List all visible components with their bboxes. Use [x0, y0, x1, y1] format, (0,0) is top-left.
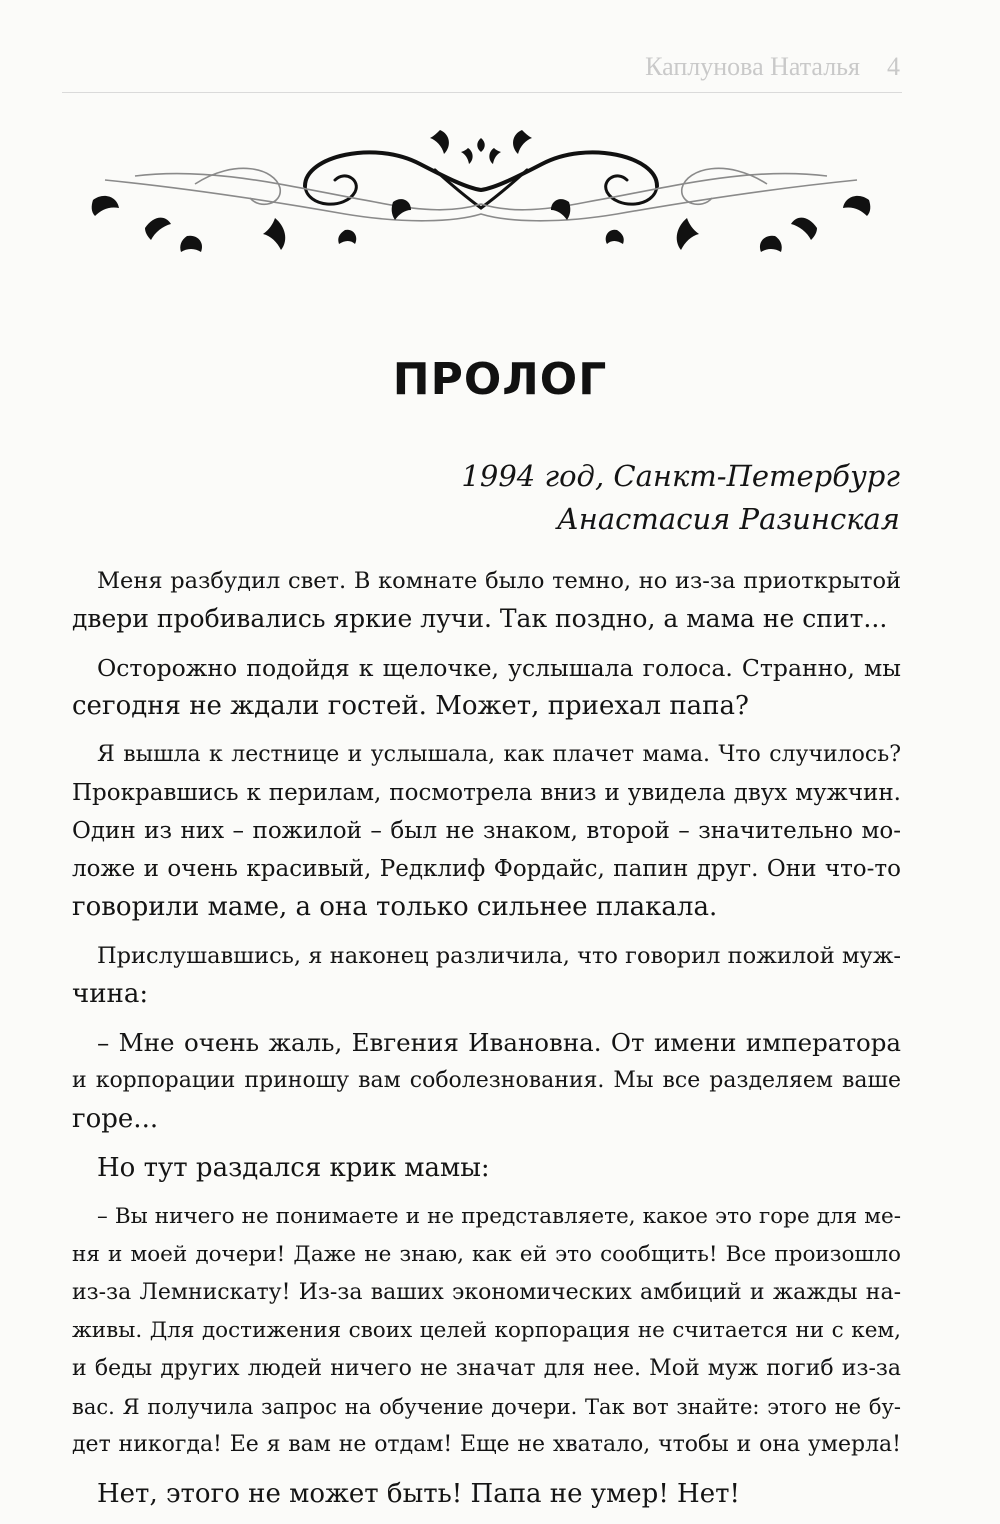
text-line: ложе и очень красивый, Редклиф Фордайс, папин друг. Они что-то	[72, 856, 901, 882]
epigraph	[461, 455, 900, 541]
text-line: ня и моей дочери! Даже не знаю, как ей это сообщить! Все произошло	[72, 1242, 901, 1267]
text-line: сегодня не ждали гостей. Может, приехал папа?	[72, 691, 749, 721]
ornament-icon	[75, 118, 887, 270]
text-line: Осторожно подойдя к щелочке, услышала голоса. Странно, мы	[97, 654, 901, 682]
paragraph	[97, 1149, 901, 1187]
text-line: – Мне очень жаль, Евгения Ивановна. От имени императора	[97, 1028, 901, 1057]
header-rule	[62, 92, 902, 93]
text-line: Меня разбудил свет. В комнате было темно, но из-за приоткрытой	[97, 568, 901, 594]
text-line: из-за Лемнискату! Из-за ваших экономических амбиций и жажды на-	[72, 1280, 901, 1305]
text-line: горе...	[72, 1104, 159, 1134]
paragraph	[72, 1024, 901, 1138]
text-line: и корпорации приношу вам соболезнования. Мы все разделяем ваше	[72, 1068, 901, 1093]
text-line: дет никогда! Ее я вам не отдам! Еще не хватало, чтобы и она умерла!	[72, 1432, 901, 1457]
text-line: говорили маме, а она только сильнее плакала.	[72, 892, 718, 922]
epigraph-date-place: 1994 год, Санкт-Петербург	[461, 459, 900, 493]
paragraph	[72, 562, 901, 638]
paragraph	[72, 1198, 901, 1464]
text-line: Прокравшись к перилам, посмотрела вниз и увидела двух мужчин.	[72, 780, 901, 806]
header-author: Каплунова Наталья	[645, 52, 860, 81]
text-line: – Вы ничего не понимаете и не представляете, какое это горе для ме-	[97, 1204, 901, 1229]
paragraph	[72, 937, 901, 1013]
text-line: Я вышла к лестнице и услышала, как плачет мама. Что случилось?	[97, 742, 901, 767]
text-line: вас. Я получила запрос на обучение дочери. Так вот знайте: этого не бу-	[72, 1395, 901, 1419]
text-line: Один из них – пожилой – был не знаком, второй – значительно мо-	[72, 818, 901, 844]
text-line: чина:	[72, 979, 149, 1009]
page-number: 4	[887, 52, 900, 81]
paragraph	[72, 649, 901, 725]
text-line: живы. Для достижения своих целей корпорация не считается ни с кем,	[72, 1318, 901, 1343]
text-line: двери пробивались яркие лучи. Так поздно, а мама не спит...	[72, 604, 888, 633]
paragraph	[97, 1475, 901, 1513]
epigraph-character: Анастасия Разинская	[556, 502, 900, 536]
chapter-title: ПРОЛОГ	[392, 354, 608, 405]
text-line: и беды других людей ничего не значат для нее. Мой муж погиб из-за	[72, 1356, 901, 1381]
paragraph	[72, 736, 901, 926]
text-line: Но тут раздался крик мамы:	[97, 1153, 490, 1183]
body-text	[72, 562, 901, 1524]
text-line: Нет, этого не может быть! Папа не умер! Нет!	[97, 1479, 740, 1509]
text-line: Прислушавшись, я наконец различила, что говорил пожилой муж-	[97, 943, 901, 969]
